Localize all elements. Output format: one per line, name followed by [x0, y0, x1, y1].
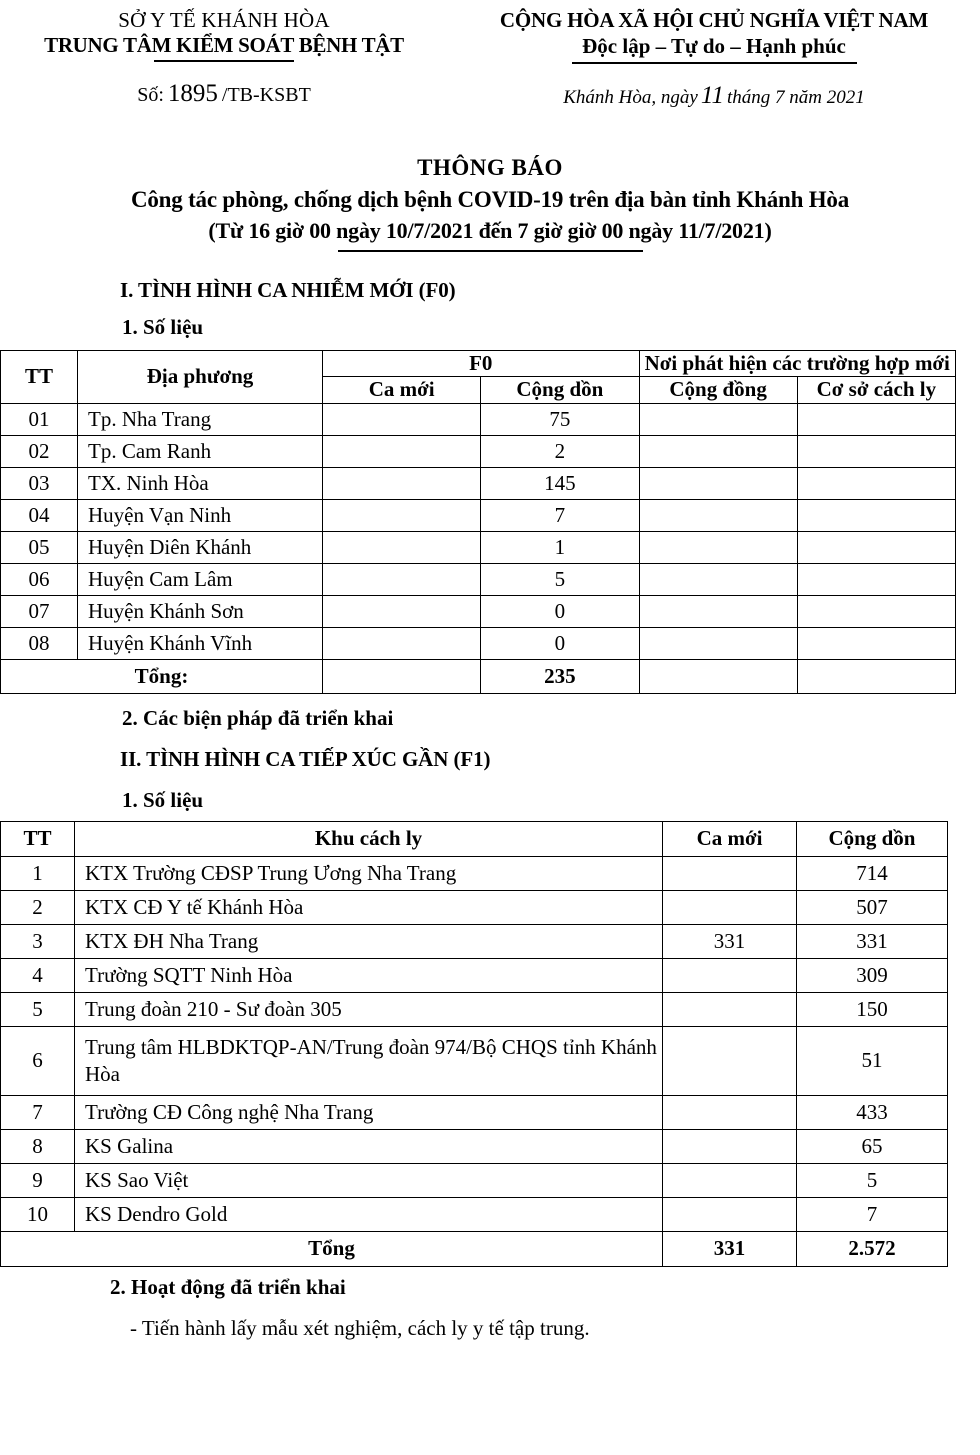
col-header-f0-group: F0 — [323, 351, 640, 377]
organization-underline — [154, 60, 294, 62]
cell-new — [663, 992, 797, 1026]
country-name: CỘNG HÒA XÃ HỘI CHỦ NGHĨA VIỆT NAM — [499, 8, 929, 32]
department-name: SỞ Y TẾ KHÁNH HÒA — [118, 8, 330, 32]
place-date-line — [448, 82, 980, 110]
cell-zone: KTX CĐ Y tế Khánh Hòa — [75, 890, 663, 924]
table-total-row — [1, 659, 956, 693]
cell-community — [639, 627, 797, 659]
title-subtitle: Công tác phòng, chống dịch bệnh COVID-19 trên địa bàn tỉnh Khánh Hòa — [130, 187, 850, 213]
table-row — [1, 958, 948, 992]
col-header-locality: Địa phương — [78, 351, 323, 403]
total-new: 331 — [663, 1231, 797, 1266]
cell-tt: 3 — [1, 924, 75, 958]
cell-tt: 05 — [1, 531, 78, 563]
cell-new: 331 — [663, 924, 797, 958]
cell-zone: Trường CĐ Công nghệ Nha Trang — [75, 1095, 663, 1129]
cell-new — [323, 403, 481, 435]
cell-zone: KTX Trường CĐSP Trung Ương Nha Trang — [75, 856, 663, 890]
cell-new — [323, 435, 481, 467]
total-cumulative: 2.572 — [797, 1231, 948, 1266]
cell-cumulative: 145 — [481, 467, 639, 499]
table-row — [1, 992, 948, 1026]
table-row — [1, 531, 956, 563]
document-number-suffix: /TB-KSBT — [221, 83, 311, 106]
total-cumulative: 235 — [481, 659, 639, 693]
national-heading-block — [448, 8, 980, 110]
motto-underline — [572, 62, 857, 64]
cell-locality: Huyện Diên Khánh — [78, 531, 323, 563]
table-f1-footer — [1, 1231, 948, 1266]
table-row — [1, 924, 948, 958]
table-row — [1, 435, 956, 467]
table-f1-header — [1, 821, 948, 856]
cell-cumulative: 5 — [481, 563, 639, 595]
table-row — [1, 563, 956, 595]
cell-cumulative: 0 — [481, 627, 639, 659]
place-date-suffix: tháng 7 năm 2021 — [726, 87, 865, 109]
cell-tt: 1 — [1, 856, 75, 890]
section-1-subheading-measures: 2. Các biện pháp đã triển khai — [122, 705, 394, 730]
cell-new — [663, 1129, 797, 1163]
table-f0-body — [1, 403, 956, 659]
cell-isolation — [797, 499, 955, 531]
cell-community — [639, 563, 797, 595]
cell-cumulative: 51 — [797, 1026, 948, 1095]
national-motto: Độc lập – Tự do – Hạnh phúc — [582, 33, 846, 58]
cell-cumulative: 65 — [797, 1129, 948, 1163]
cell-new — [663, 958, 797, 992]
document-title-block — [0, 152, 980, 252]
table-row — [1, 1026, 948, 1095]
table-row — [1, 627, 956, 659]
table-row — [1, 1129, 948, 1163]
cell-tt: 06 — [1, 563, 78, 595]
section-2-subheading-activities: 2. Hoạt động đã triển khai — [110, 1274, 346, 1299]
cell-cumulative: 2 — [481, 435, 639, 467]
cell-tt: 10 — [1, 1197, 75, 1231]
title-time-range: (Từ 16 giờ 00 ngày 10/7/2021 đến 7 giờ giờ 00 ngày 11/7/2021) — [208, 218, 772, 244]
date-day: 11 — [700, 82, 724, 110]
table-row — [1, 856, 948, 890]
table-f1-quarantine — [0, 821, 948, 1267]
table-total-row — [1, 1231, 948, 1266]
cell-cumulative: 150 — [797, 992, 948, 1026]
cell-isolation — [797, 403, 955, 435]
col-header-f0-cumulative: Cộng dồn — [481, 377, 639, 403]
section-heading-2: II. TÌNH HÌNH CA TIẾP XÚC GẦN (F1) — [120, 746, 491, 771]
table-f0-footer — [1, 659, 956, 693]
cell-tt: 08 — [1, 627, 78, 659]
cell-locality: Tp. Cam Ranh — [78, 435, 323, 467]
total-community — [639, 659, 797, 693]
col-header-tt: TT — [1, 821, 75, 856]
document-number-line — [0, 80, 448, 108]
cell-tt: 5 — [1, 992, 75, 1026]
cell-cumulative: 433 — [797, 1095, 948, 1129]
cell-new — [663, 1026, 797, 1095]
cell-new — [323, 627, 481, 659]
table-row — [1, 403, 956, 435]
cell-zone: KTX ĐH Nha Trang — [75, 924, 663, 958]
cell-community — [639, 595, 797, 627]
cell-tt: 7 — [1, 1095, 75, 1129]
cell-new — [663, 890, 797, 924]
cell-cumulative: 0 — [481, 595, 639, 627]
table-header-row — [1, 821, 948, 856]
total-label: Tổng — [1, 1231, 663, 1266]
table-row — [1, 890, 948, 924]
cell-community — [639, 435, 797, 467]
cell-new — [323, 467, 481, 499]
cell-zone: Trường SQTT Ninh Hòa — [75, 958, 663, 992]
section-heading-1: I. TÌNH HÌNH CA NHIỄM MỚI (F0) — [120, 278, 456, 303]
cell-zone: KS Dendro Gold — [75, 1197, 663, 1231]
cell-new — [663, 1095, 797, 1129]
total-isolation — [797, 659, 955, 693]
cell-new — [323, 499, 481, 531]
total-label: Tổng: — [1, 659, 323, 693]
cell-isolation — [797, 563, 955, 595]
document-number-value: 1895 — [167, 79, 218, 107]
cell-tt: 9 — [1, 1163, 75, 1197]
cell-cumulative: 75 — [481, 403, 639, 435]
col-header-place-group: Nơi phát hiện các trường hợp mới — [639, 351, 956, 377]
cell-isolation — [797, 595, 955, 627]
total-new — [323, 659, 481, 693]
table-header-row — [1, 351, 956, 377]
col-header-zone: Khu cách ly — [75, 821, 663, 856]
cell-locality: TX. Ninh Hòa — [78, 467, 323, 499]
cell-cumulative: 309 — [797, 958, 948, 992]
cell-community — [639, 467, 797, 499]
cell-cumulative: 714 — [797, 856, 948, 890]
table-row — [1, 1163, 948, 1197]
col-header-place-community: Cộng đồng — [639, 377, 797, 403]
section-1-subheading-data: 1. Số liệu — [122, 315, 204, 340]
cell-new — [323, 563, 481, 595]
cell-tt: 04 — [1, 499, 78, 531]
place-date-prefix: Khánh Hòa, ngày — [563, 87, 698, 109]
center-name: TRUNG TÂM KIỂM SOÁT BỆNH TẬT — [44, 32, 404, 57]
cell-isolation — [797, 531, 955, 563]
cell-locality: Huyện Cam Lâm — [78, 563, 323, 595]
cell-new — [663, 1197, 797, 1231]
cell-cumulative: 1 — [481, 531, 639, 563]
col-header-new: Ca mới — [663, 821, 797, 856]
col-header-f0-new: Ca mới — [323, 377, 481, 403]
cell-locality: Huyện Khánh Sơn — [78, 595, 323, 627]
col-header-cumulative: Cộng dồn — [797, 821, 948, 856]
table-f0-header — [1, 351, 956, 403]
col-header-place-isolation: Cơ sở cách ly — [797, 377, 955, 403]
table-row — [1, 467, 956, 499]
col-header-tt: TT — [1, 351, 78, 403]
cell-isolation — [797, 467, 955, 499]
cell-isolation — [797, 627, 955, 659]
table-row — [1, 499, 956, 531]
cell-tt: 02 — [1, 435, 78, 467]
cell-cumulative: 7 — [797, 1197, 948, 1231]
cell-new — [663, 856, 797, 890]
cell-community — [639, 499, 797, 531]
table-f0-cases — [0, 350, 956, 693]
cell-tt: 8 — [1, 1129, 75, 1163]
cell-zone: KS Sao Việt — [75, 1163, 663, 1197]
section-2-body-line: - Tiến hành lấy mẫu xét nghiệm, cách ly y tế tập trung. — [130, 1315, 590, 1340]
cell-cumulative: 7 — [481, 499, 639, 531]
document-number-prefix: Số: — [137, 83, 164, 106]
cell-new — [663, 1163, 797, 1197]
cell-zone: KS Galina — [75, 1129, 663, 1163]
cell-new — [323, 595, 481, 627]
cell-isolation — [797, 435, 955, 467]
table-row — [1, 1197, 948, 1231]
cell-cumulative: 507 — [797, 890, 948, 924]
cell-locality: Huyện Vạn Ninh — [78, 499, 323, 531]
cell-community — [639, 403, 797, 435]
table-f1-body — [1, 856, 948, 1231]
cell-zone: Trung tâm HLBDKTQP-AN/Trung đoàn 974/Bộ CHQS tỉnh Khánh Hòa — [75, 1026, 663, 1095]
cell-tt: 07 — [1, 595, 78, 627]
cell-cumulative: 331 — [797, 924, 948, 958]
cell-tt: 03 — [1, 467, 78, 499]
table-row — [1, 1095, 948, 1129]
cell-locality: Huyện Khánh Vĩnh — [78, 627, 323, 659]
table-row — [1, 595, 956, 627]
cell-tt: 4 — [1, 958, 75, 992]
document-header — [0, 0, 980, 110]
cell-locality: Tp. Nha Trang — [78, 403, 323, 435]
cell-tt: 2 — [1, 890, 75, 924]
page-title: THÔNG BÁO — [417, 155, 563, 181]
cell-new — [323, 531, 481, 563]
cell-tt: 01 — [1, 403, 78, 435]
cell-zone: Trung đoàn 210 - Sư đoàn 305 — [75, 992, 663, 1026]
cell-community — [639, 531, 797, 563]
section-2-subheading-data: 1. Số liệu — [122, 787, 204, 812]
issuing-organization-block — [0, 8, 448, 110]
cell-cumulative: 5 — [797, 1163, 948, 1197]
cell-tt: 6 — [1, 1026, 75, 1095]
